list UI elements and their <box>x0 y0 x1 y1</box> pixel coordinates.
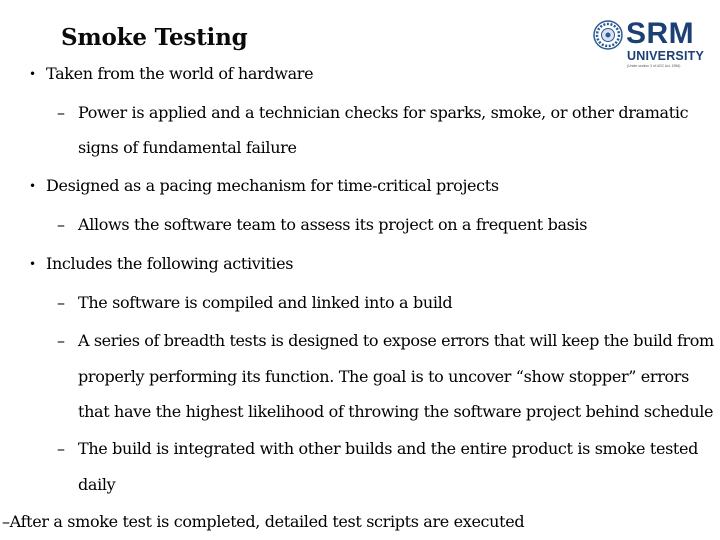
sub-bullet-text: Power is applied and a technician checks for sparks, smoke, or other dramatic <box>78 103 689 122</box>
sub-bullet-text: Allows the software team to assess its project on a frequent basis <box>78 215 588 234</box>
sub-bullet-text-continued: signs of fundamental failure <box>78 138 297 157</box>
sub-bullet-dash: – <box>57 103 65 122</box>
bullet-text: Includes the following activities <box>46 254 294 273</box>
university-seal-icon <box>593 20 623 50</box>
srm-university-logo <box>590 17 705 74</box>
bullet-text: Designed as a pacing mechanism for time-critical projects <box>46 176 499 195</box>
sub-bullet-text: A series of breadth tests is designed to expose errors that will keep the build from <box>78 331 714 350</box>
logo-wordmark: SRM <box>626 17 695 50</box>
sub-bullet-dash: – <box>57 293 65 312</box>
closing-statement: –After a smoke test is completed, detailed test scripts are executed <box>2 512 525 531</box>
slide-title: Smoke Testing <box>61 24 248 51</box>
sub-bullet-text: The build is integrated with other builds and the entire product is smoke tested <box>78 439 699 458</box>
sub-bullet-text: The software is compiled and linked into a build <box>78 293 453 312</box>
sub-bullet-text-continued: that have the highest likelihood of throwing the software project behind schedule <box>78 402 714 421</box>
bullet-marker: • <box>29 67 36 81</box>
sub-bullet-text-continued: daily <box>78 475 116 494</box>
logo-tagline: (Under section 3 of UGC Act, 1956) <box>627 64 681 68</box>
bullet-marker: • <box>29 179 36 193</box>
sub-bullet-dash: – <box>57 439 65 458</box>
bullet-marker: • <box>29 257 36 271</box>
bullet-text: Taken from the world of hardware <box>46 64 314 83</box>
sub-bullet-dash: – <box>57 215 65 234</box>
sub-bullet-text-continued: properly performing its function. The goal is to uncover “show stopper” errors <box>78 367 689 386</box>
logo-subtitle: UNIVERSITY <box>627 49 705 63</box>
sub-bullet-dash: – <box>57 331 65 350</box>
